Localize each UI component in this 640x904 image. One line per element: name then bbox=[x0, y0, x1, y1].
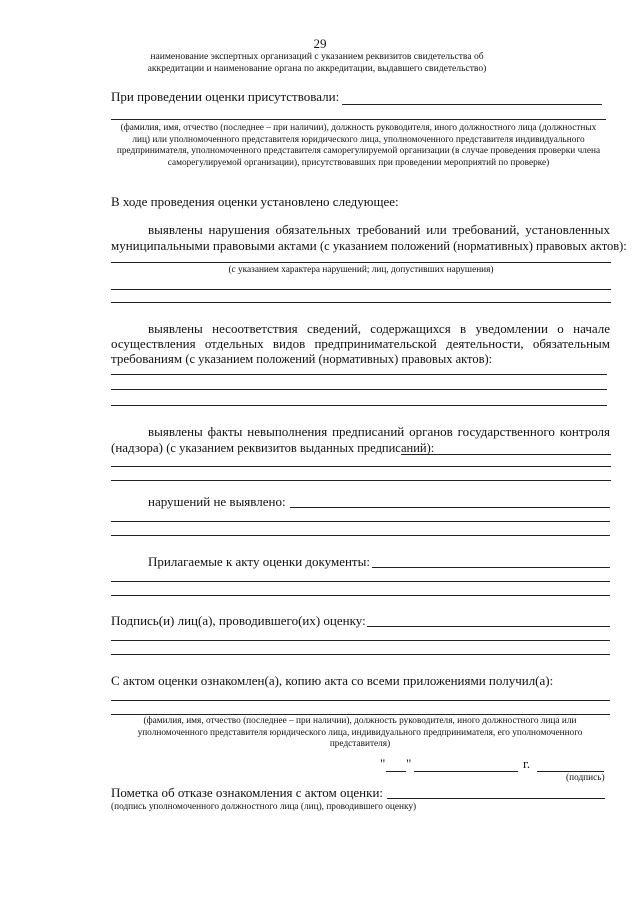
mismatch-line3 bbox=[111, 351, 492, 367]
violations-line2-text: муниципальными правовыми актами bbox=[111, 238, 317, 253]
acquainted-fill-line-2[interactable] bbox=[111, 714, 610, 715]
mismatch-fill-line[interactable] bbox=[111, 374, 607, 375]
date-quote-close: " bbox=[406, 756, 412, 771]
present-fill-line[interactable] bbox=[342, 104, 602, 105]
refusal-label: Пометка об отказе ознакомления с актом оценки: bbox=[111, 785, 384, 800]
orders-lead: выявлены факты невыполнения предписаний органов государственного контроля bbox=[148, 424, 610, 439]
signature-caption: (подпись) bbox=[566, 773, 605, 783]
violations-line2-note: (с указанием положений (нормативных) правовых актов): bbox=[319, 239, 627, 253]
accreditation-note: наименование экспертных организаций с указанием реквизитов свидетельства об аккредитации и наименование органа по аккредитации, выдавшего свидетельство) bbox=[147, 51, 487, 74]
acquainted-label: С актом оценки ознакомлен(а), копию акта со всеми приложениями получил(а): bbox=[111, 673, 554, 688]
mismatch-lead: выявлены несоответствия сведений, содержащихся в уведомлении о начале bbox=[148, 321, 610, 336]
no-violations-fill-line-3[interactable] bbox=[111, 535, 610, 536]
orders-line2-text: (надзора) bbox=[111, 440, 163, 455]
violations-fill-line-2[interactable] bbox=[111, 289, 611, 290]
violations-fill-line-3[interactable] bbox=[111, 302, 611, 303]
acquainted-fill-line[interactable] bbox=[111, 700, 610, 701]
signatures-label: Подпись(и) лиц(а), проводившего(их) оценку: bbox=[111, 613, 366, 628]
findings-intro: В ходе проведения оценки установлено следующее: bbox=[111, 194, 399, 209]
acquainted-note: (фамилия, имя, отчество (последнее – при наличии), должность руководителя, иного должностного лица или уполномоченного представителя юридического лица, индивидуального предпринимателя, его уполномоченного представителя) bbox=[137, 716, 583, 750]
date-month-field[interactable] bbox=[414, 771, 518, 772]
attached-docs-fill-line[interactable] bbox=[372, 567, 610, 568]
date-year-suffix: г. bbox=[523, 756, 531, 771]
no-violations-label: нарушений не выявлено: bbox=[148, 494, 286, 509]
orders-line2-note: (с указанием реквизитов выданных предписаний): bbox=[166, 441, 435, 455]
mismatch-fill-line-3[interactable] bbox=[111, 405, 607, 406]
no-violations-fill-line[interactable] bbox=[290, 507, 610, 508]
date-day-field[interactable] bbox=[386, 771, 406, 772]
present-label: При проведении оценки присутствовали: bbox=[111, 89, 340, 104]
signatures-fill-line[interactable] bbox=[367, 626, 610, 627]
attached-docs-fill-line-2[interactable] bbox=[111, 581, 610, 582]
date-quote-open: " bbox=[380, 756, 386, 771]
violations-fill-line[interactable] bbox=[111, 262, 611, 263]
mismatch-line3-text: требованиям bbox=[111, 351, 183, 366]
no-violations-fill-line-2[interactable] bbox=[111, 521, 610, 522]
signatures-fill-line-3[interactable] bbox=[111, 654, 610, 655]
page-number: 29 bbox=[313, 36, 327, 51]
mismatch-line3-note: (с указанием положений (нормативных) правовых актов): bbox=[185, 352, 493, 366]
orders-line2 bbox=[111, 440, 434, 456]
signature-field[interactable] bbox=[537, 771, 604, 772]
attached-docs-fill-line-3[interactable] bbox=[111, 595, 610, 596]
attached-docs-label: Прилагаемые к акту оценки документы: bbox=[148, 554, 370, 569]
violations-lead: выявлены нарушения обязательных требований или требований, установленных bbox=[148, 222, 610, 237]
orders-fill-line-3[interactable] bbox=[111, 480, 611, 481]
signatures-fill-line-2[interactable] bbox=[111, 640, 610, 641]
refusal-note: (подпись уполномоченного должностного лица (лиц), проводившего оценку) bbox=[111, 802, 417, 812]
present-note: (фамилия, имя, отчество (последнее – при наличии), должность руководителя, иного должностного лица (должностных лиц) или уполномоченного представителя юридического лица, уполномоченного представителя индивидуального предпринимателя, уполномоченного представителя саморегулируемой организации (в случае проведения проверки члена саморегулируемой организации), присутствовавших при проведении мероприятий по проверке) bbox=[116, 123, 601, 168]
refusal-fill-line[interactable] bbox=[387, 798, 605, 799]
mismatch-fill-line-2[interactable] bbox=[111, 389, 607, 390]
violations-note: (с указанием характера нарушений; лиц, допустивших нарушения) bbox=[228, 265, 494, 275]
orders-fill-line[interactable] bbox=[401, 454, 611, 455]
violations-line2 bbox=[111, 238, 627, 254]
present-fill-line-2[interactable] bbox=[111, 119, 606, 120]
mismatch-line2: осуществления отдельных видов предпринимательской деятельности, обязательным bbox=[111, 336, 610, 351]
orders-fill-line-2[interactable] bbox=[111, 466, 611, 467]
